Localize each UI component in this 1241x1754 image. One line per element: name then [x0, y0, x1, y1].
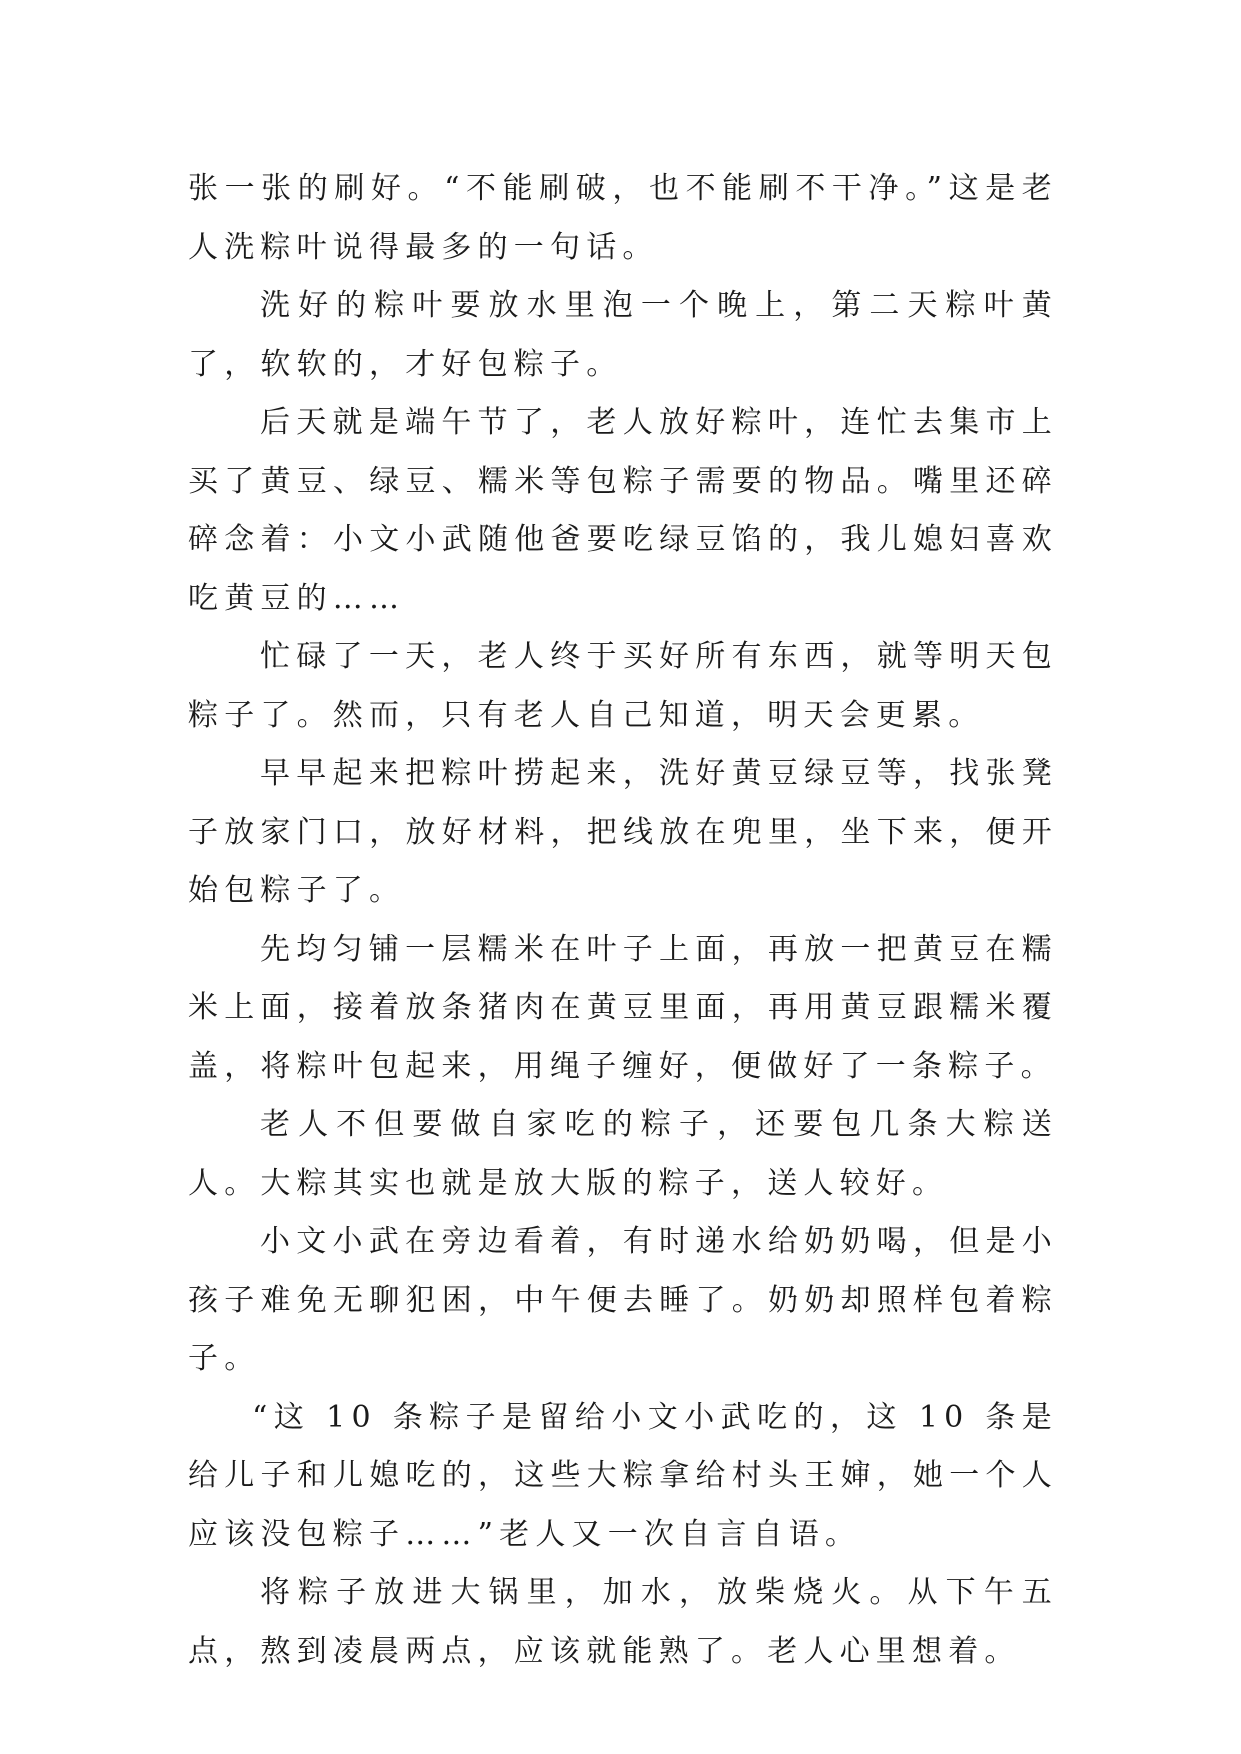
paragraph-7: 老人不但要做自家吃的粽子，还要包几条大粽送人。大粽其实也就是放大版的粽子，送人较好。: [188, 1107, 1058, 1201]
paragraph-2: 洗好的粽叶要放水里泡一个晚上，第二天粽叶黄了，软软的，才好包粽子。: [188, 288, 1058, 382]
paragraph-10: 将粽子放进大锅里，加水，放柴烧火。从下午五点，熬到凌晨两点，应该就能熟了。老人心里想着。: [188, 1575, 1058, 1669]
paragraph-4: 忙碌了一天，老人终于买好所有东西，就等明天包粽子了。然而，只有老人自己知道，明天会更累。: [188, 639, 1058, 733]
paragraph-8: 小文小武在旁边看着，有时递水给奶奶喝，但是小孩子难免无聊犯困，中午便去睡了。奶奶却照样包着粽子。: [188, 1224, 1058, 1376]
paragraph-3: 后天就是端午节了，老人放好粽叶，连忙去集市上买了黄豆、绿豆、糯米等包粽子需要的物品。嘴里还碎碎念着：小文小武随他爸要吃绿豆馅的，我儿媳妇喜欢吃黄豆的……: [188, 405, 1058, 616]
paragraph-9: “这 10 条粽子是留给小文小武吃的，这 10 条是给儿子和儿媳吃的，这些大粽拿给村头王婶，她一个人应该没包粽子……”老人又一次自言自语。: [188, 1399, 1058, 1552]
paragraph-6: 先均匀铺一层糯米在叶子上面，再放一把黄豆在糯米上面，接着放条猪肉在黄豆里面，再用黄豆跟糯米覆盖，将粽叶包起来，用绳子缠好，便做好了一条粽子。: [188, 931, 1058, 1084]
paragraph-1: 张一张的刷好。“不能刷破，也不能刷不干净。”这是老人洗粽叶说得最多的一句话。: [188, 171, 1058, 265]
paragraph-5: 早早起来把粽叶捞起来，洗好黄豆绿豆等，找张凳子放家门口，放好材料，把线放在兜里，坐下来，便开始包粽子了。: [188, 756, 1058, 908]
document-body: [188, 160, 1058, 1681]
